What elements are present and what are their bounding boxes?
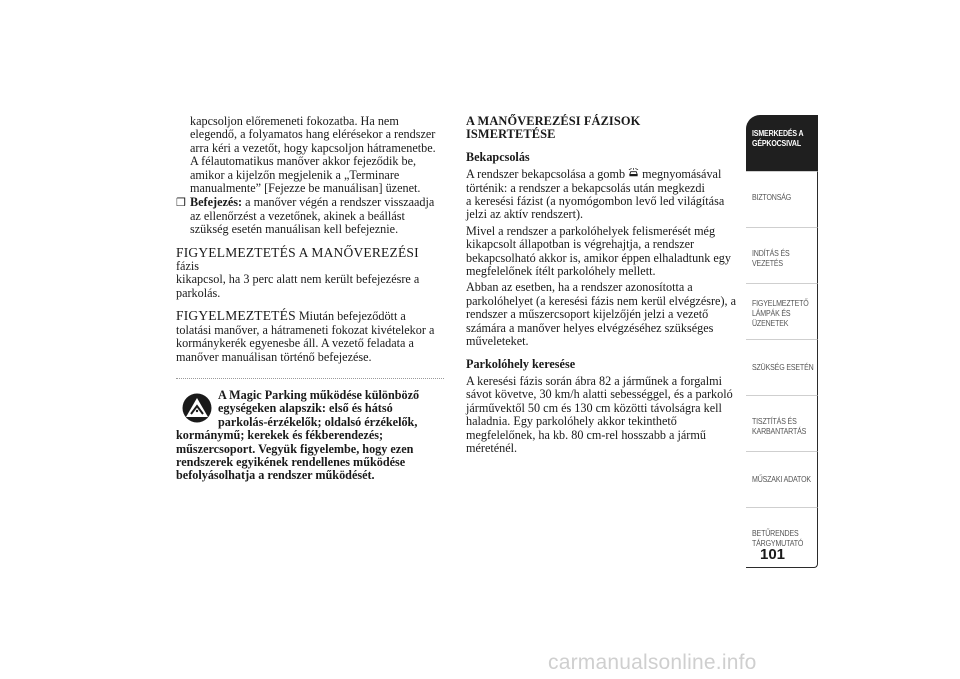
warning-caps: FIGYELMEZTETÉS A MANŐVEREZÉSI <box>176 244 419 260</box>
tab-tisztitas[interactable] <box>746 395 818 451</box>
tab-muszaki-adatok[interactable] <box>746 451 818 507</box>
text-line: kapcsoljon előremeneti fokozatba. Ha nem <box>190 114 399 128</box>
warning-text: Miután befejeződött a <box>295 309 406 324</box>
tab-label: INDÍTÁS ÉS <box>752 248 790 258</box>
text-line: befolyásolhatja a rendszer működését. <box>176 468 375 483</box>
text-line: az ellenőrzést a vezetőnek, akinek a beállást <box>190 208 405 223</box>
text-line: műszercsoport. Vegyük figyelembe, hogy ezen <box>176 441 414 456</box>
tab-label: KARBANTARTÁS <box>752 426 807 436</box>
bullet-text: a manőver végén a rendszer visszaadja <box>242 195 435 210</box>
text-line: A keresési fázis során ábra 82 a járműnek a forgalmi <box>466 373 722 388</box>
text-line: amikor a kijelzőn megjelenik a „Terminare <box>190 167 400 182</box>
text-line <box>176 309 444 323</box>
tab-label: GÉPKOCSIVAL <box>752 138 801 148</box>
notice-indented <box>176 389 444 429</box>
warning-text: fázis <box>176 259 200 274</box>
tab-biztonsag[interactable] <box>746 171 818 227</box>
bullet-item-befejezes <box>176 196 444 236</box>
text-line: műveleteket. <box>466 334 529 349</box>
tab-label: LÁMPÁK ÉS <box>752 308 791 318</box>
tab-label: VEZETÉS <box>752 258 783 268</box>
heading-line: A MANŐVEREZÉSI FÁZISOK <box>466 114 641 128</box>
text-line: megfelelőnek ítélt parkolóhely mellett. <box>466 264 656 279</box>
intro-paragraph <box>176 115 444 195</box>
text-line: Abban az esetben, ha a rendszer azonosította a <box>466 280 693 295</box>
text-line: manualmente” [Fejezze be manuálisan] üzenet. <box>190 181 421 196</box>
text-line: történik: a rendszer a bekapcsolás után megkezdi <box>466 180 705 195</box>
text-line: a keresési fázist (a nyomógombon levő led világítása <box>466 194 725 209</box>
tab-label: ÜZENETEK <box>752 318 789 328</box>
text-line: kormánymű; kerekek és fékberendezés; <box>176 428 384 443</box>
tab-inditas[interactable] <box>746 227 818 283</box>
text-span: A rendszer bekapcsolása a gomb <box>466 167 629 182</box>
text-line: számára a manőver helyes elvégzéséhez szükséges <box>466 320 714 335</box>
text-line: A Magic Parking működése különböző <box>218 387 420 402</box>
subheading-bekapcsolas: Bekapcsolás <box>466 149 530 164</box>
section-heading <box>466 115 740 142</box>
tab-label: SZÜKSÉG ESETÉN <box>752 362 814 372</box>
text-line: rendszerek egyikének rendellenes működése <box>176 454 406 469</box>
heading-line: ISMERTETÉSE <box>466 127 556 142</box>
warning-caps: FIGYELMEZTETÉS <box>176 308 296 324</box>
warning-paragraph-2 <box>176 309 444 364</box>
text-line: bekapcsolható akkor is, amikor éppen elhaladtunk egy <box>466 250 731 265</box>
parking-car-icon <box>628 168 639 179</box>
tab-label: ISMERKEDÉS A <box>752 128 804 138</box>
text-line: tolatási manőver, a hátrameneti fokozat kivételekor a <box>176 322 435 337</box>
page-number: 101 <box>760 546 786 563</box>
divider <box>176 378 444 379</box>
paragraph <box>466 281 740 348</box>
tab-label: MŰSZAKI ADATOK <box>752 474 811 484</box>
text-line: megfelelőnek, ha kb. 80 cm-rel hosszabb a jármű <box>466 427 706 442</box>
text-line: arra kéri a vezetőt, hogy kapcsoljon hátramenetbe. <box>190 140 436 155</box>
warning-triangle-icon <box>180 393 214 423</box>
text-line: rendszer a műszercsoport kijelzőjén jelzi a vezető <box>466 307 709 322</box>
text-line: egységeken alapszik: első és hátsó <box>218 401 393 416</box>
paragraph <box>466 375 740 455</box>
checkbox-bullet-icon: ❒ <box>176 197 186 210</box>
chapter-tabs <box>746 115 818 568</box>
tab-label: TISZTÍTÁS ÉS <box>752 416 797 426</box>
notice-full <box>176 429 444 483</box>
text-line: kormánykerék egyenesbe áll. A vezető feladata a <box>176 336 414 351</box>
text-line: parkolás-érzékelők; oldalsó érzékelők, <box>218 414 418 429</box>
text-line: manőver manuálisan történő befejezése. <box>176 349 372 364</box>
text-line: A félautomatikus manőver akkor fejeződik be, <box>190 154 417 169</box>
tab-label: BETŰRENDES <box>752 528 799 538</box>
text-line: járművektől 50 cm és 130 cm közötti távolságra kell <box>466 400 722 415</box>
text-line: sávot követve, 30 km/h alatti sebességgel, és a parkoló <box>466 387 733 402</box>
text-line <box>466 168 740 181</box>
safety-notice <box>176 389 444 483</box>
text-line: parkolás. <box>176 285 221 300</box>
tab-border-end <box>746 563 818 568</box>
text-line: haladnia. Egy parkolóhely akkor tekinthető <box>466 414 677 429</box>
watermark: carmanualsonline.info <box>548 651 757 674</box>
tab-ismerkedes[interactable] <box>746 115 818 171</box>
text-line <box>190 196 444 209</box>
left-column <box>176 115 444 483</box>
text-line: szükség esetén manuálisan kell befejeznie. <box>190 222 399 237</box>
right-column <box>466 115 740 455</box>
warning-paragraph-1 <box>176 246 444 301</box>
tab-label: BIZTONSÁG <box>752 192 792 202</box>
text-line <box>176 246 444 274</box>
paragraph <box>466 168 740 222</box>
paragraph <box>466 225 740 279</box>
text-line: Mivel a rendszer a parkolóhelyek felismerését még <box>466 223 716 238</box>
subheading-parkolohely-keresese: Parkolóhely keresése <box>466 356 576 371</box>
text-line: parkolóhelyet (a keresési fázis nem kerül elvégzésre), a <box>466 293 737 308</box>
tab-label: FIGYELMEZTETŐ <box>752 298 809 308</box>
tab-szukseg-eseten[interactable] <box>746 339 818 395</box>
tab-figyelmezteto[interactable] <box>746 283 818 339</box>
text-line: jelzi az aktív rendszert). <box>466 207 584 222</box>
text-line: méreténél. <box>466 440 518 455</box>
bullet-term: Befejezés: <box>190 195 243 210</box>
text-line: kikapcsol, ha 3 perc alatt nem került befejezésre a <box>176 272 420 287</box>
text-span: megnyomásával <box>639 167 722 182</box>
text-line: elegendő, a folyamatos hang elérésekor a rendszer <box>190 127 436 142</box>
tab-label: TÁRGYMUTATÓ <box>752 538 804 548</box>
text-line: kikapcsolt állapotban is végrehajtja, a rendszer <box>466 237 695 252</box>
